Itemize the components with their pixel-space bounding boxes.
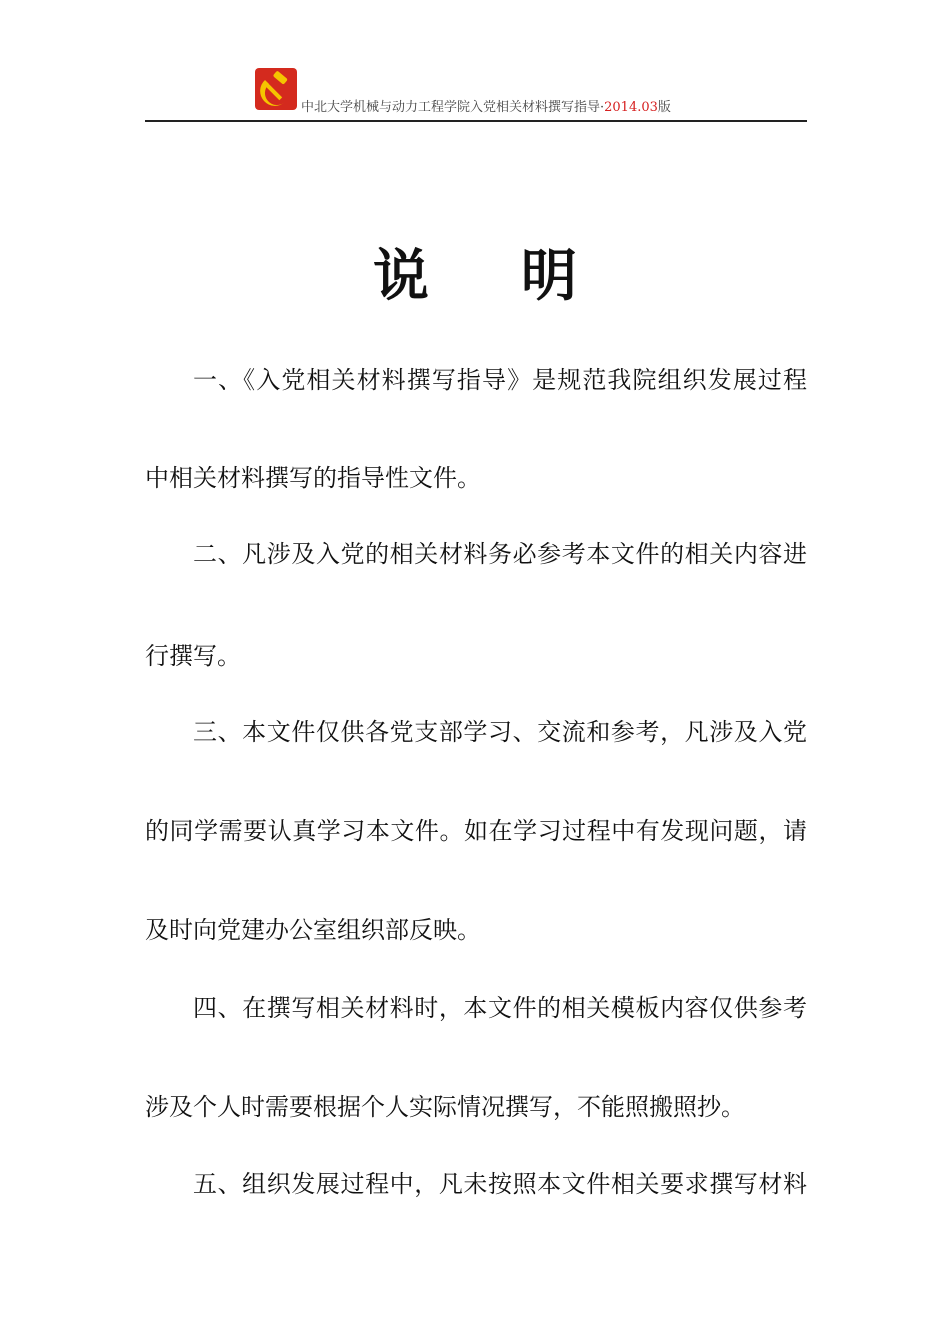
page-header [145, 64, 807, 122]
header-version: 2014.03 [604, 100, 658, 115]
header-text: 中北大学机械与动力工程学院入党相关材料撰写指导· [301, 100, 605, 115]
paragraph-4-line-2: 涉及个人时需要根据个人实际情况撰写，不能照搬照抄。 [145, 1093, 745, 1121]
paragraph-2-line-2: 行撰写。 [145, 642, 241, 670]
header-suffix: 版 [657, 100, 671, 115]
paragraph-3-line-3: 及时向党建办公室组织部反映。 [145, 916, 481, 944]
paragraph-5-line-1: 五、组织发展过程中，凡未按照本文件相关要求撰写材料 [193, 1170, 807, 1198]
title-char-1: 说 [373, 243, 429, 309]
paragraph-3-line-1: 三、本文件仅供各党支部学习、交流和参考，凡涉及入党 [193, 718, 807, 746]
paragraph-4-line-1: 四、在撰写相关材料时，本文件的相关模板内容仅供参考 [193, 994, 807, 1022]
paragraph-2-line-1: 二、凡涉及入党的相关材料务必参考本文件的相关内容进 [193, 540, 807, 568]
party-emblem-icon [255, 68, 297, 110]
paragraph-1-line-2: 中相关材料撰写的指导性文件。 [145, 464, 481, 492]
paragraph-3-line-2: 的同学需要认真学习本文件。如在学习过程中有发现问题，请 [145, 817, 807, 845]
title-char-2: 明 [521, 243, 577, 309]
header-title [301, 96, 671, 115]
paragraph-1-line-1: 一、《入党相关材料撰写指导》是规范我院组织发展过程 [193, 366, 807, 394]
page-title [0, 232, 950, 312]
